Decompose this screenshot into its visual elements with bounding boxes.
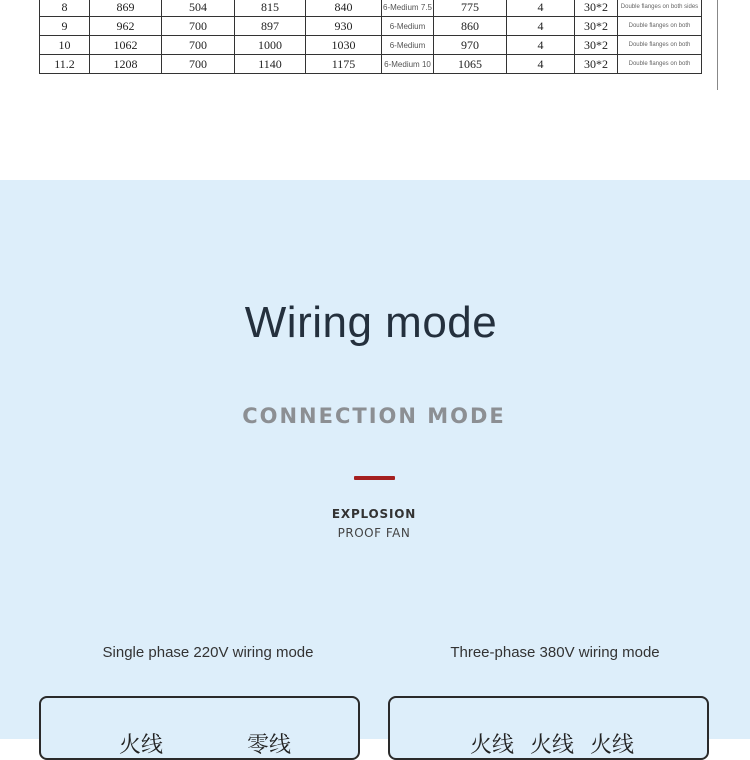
- accent-divider: [354, 476, 395, 480]
- wire-label: 零线: [247, 733, 292, 758]
- table-cell: 1030: [306, 36, 382, 55]
- wire-label: 火线: [590, 733, 635, 758]
- table-cell: 504: [162, 0, 235, 17]
- table-cell: 30*2: [575, 0, 618, 17]
- table-cell: 1208: [90, 55, 162, 74]
- table-cell: 6-Medium: [382, 17, 434, 36]
- table-cell: 970: [434, 36, 507, 55]
- table-cell: Double flanges on both: [618, 36, 702, 55]
- section-subtitle: CONNECTION MODE: [242, 404, 506, 428]
- brand-line-2: PROOF FAN: [337, 526, 411, 540]
- single-phase-label: Single phase 220V wiring mode: [102, 644, 314, 661]
- table-cell: 1065: [434, 55, 507, 74]
- table-cell: 1000: [235, 36, 306, 55]
- table-cell: 700: [162, 36, 235, 55]
- table-cell: 1175: [306, 55, 382, 74]
- table-cell: Double flanges on both: [618, 17, 702, 36]
- table-cell: 6-Medium 10: [382, 55, 434, 74]
- table-cell: 1062: [90, 36, 162, 55]
- table-cell: 1140: [235, 55, 306, 74]
- table-cell: 8: [40, 0, 90, 17]
- table-cell: Double flanges on both: [618, 55, 702, 74]
- brand-line-1: EXPLOSION: [331, 507, 417, 521]
- section-title: Wiring mode: [244, 298, 498, 347]
- table-cell: 962: [90, 17, 162, 36]
- table-cell: 897: [235, 17, 306, 36]
- table-cell: 4: [507, 36, 575, 55]
- table-cell: 10: [40, 36, 90, 55]
- table-cell: 840: [306, 0, 382, 17]
- table-row: [40, 0, 702, 17]
- table-row: [40, 17, 702, 36]
- table-cell: 6-Medium 7.5: [382, 0, 434, 17]
- table-cell: 700: [162, 55, 235, 74]
- table-cell: 30*2: [575, 17, 618, 36]
- table-row: [40, 55, 702, 74]
- three-phase-diagram: [388, 696, 709, 760]
- spec-table-area: [0, 0, 750, 180]
- wire-label: 火线: [470, 733, 515, 758]
- table-cell: 860: [434, 17, 507, 36]
- table-cell: 815: [235, 0, 306, 17]
- table-cell: 4: [507, 17, 575, 36]
- table-cell: 930: [306, 17, 382, 36]
- table-cell: 700: [162, 17, 235, 36]
- wire-label: 火线: [119, 733, 164, 758]
- table-cell: 4: [507, 55, 575, 74]
- table-row: [40, 36, 702, 55]
- table-cell: 869: [90, 0, 162, 17]
- single-phase-diagram: [39, 696, 360, 760]
- three-phase-label: Three-phase 380V wiring mode: [450, 644, 660, 661]
- table-cell: 11.2: [40, 55, 90, 74]
- spec-table: [39, 0, 702, 74]
- table-cell: 4: [507, 0, 575, 17]
- wire-label: 火线: [530, 733, 575, 758]
- table-cell: 775: [434, 0, 507, 17]
- page-edge-line: [717, 0, 718, 90]
- table-cell: Double flanges on both sides: [618, 0, 702, 17]
- table-cell: 9: [40, 17, 90, 36]
- table-cell: 6-Medium: [382, 36, 434, 55]
- table-cell: 30*2: [575, 36, 618, 55]
- table-cell: 30*2: [575, 55, 618, 74]
